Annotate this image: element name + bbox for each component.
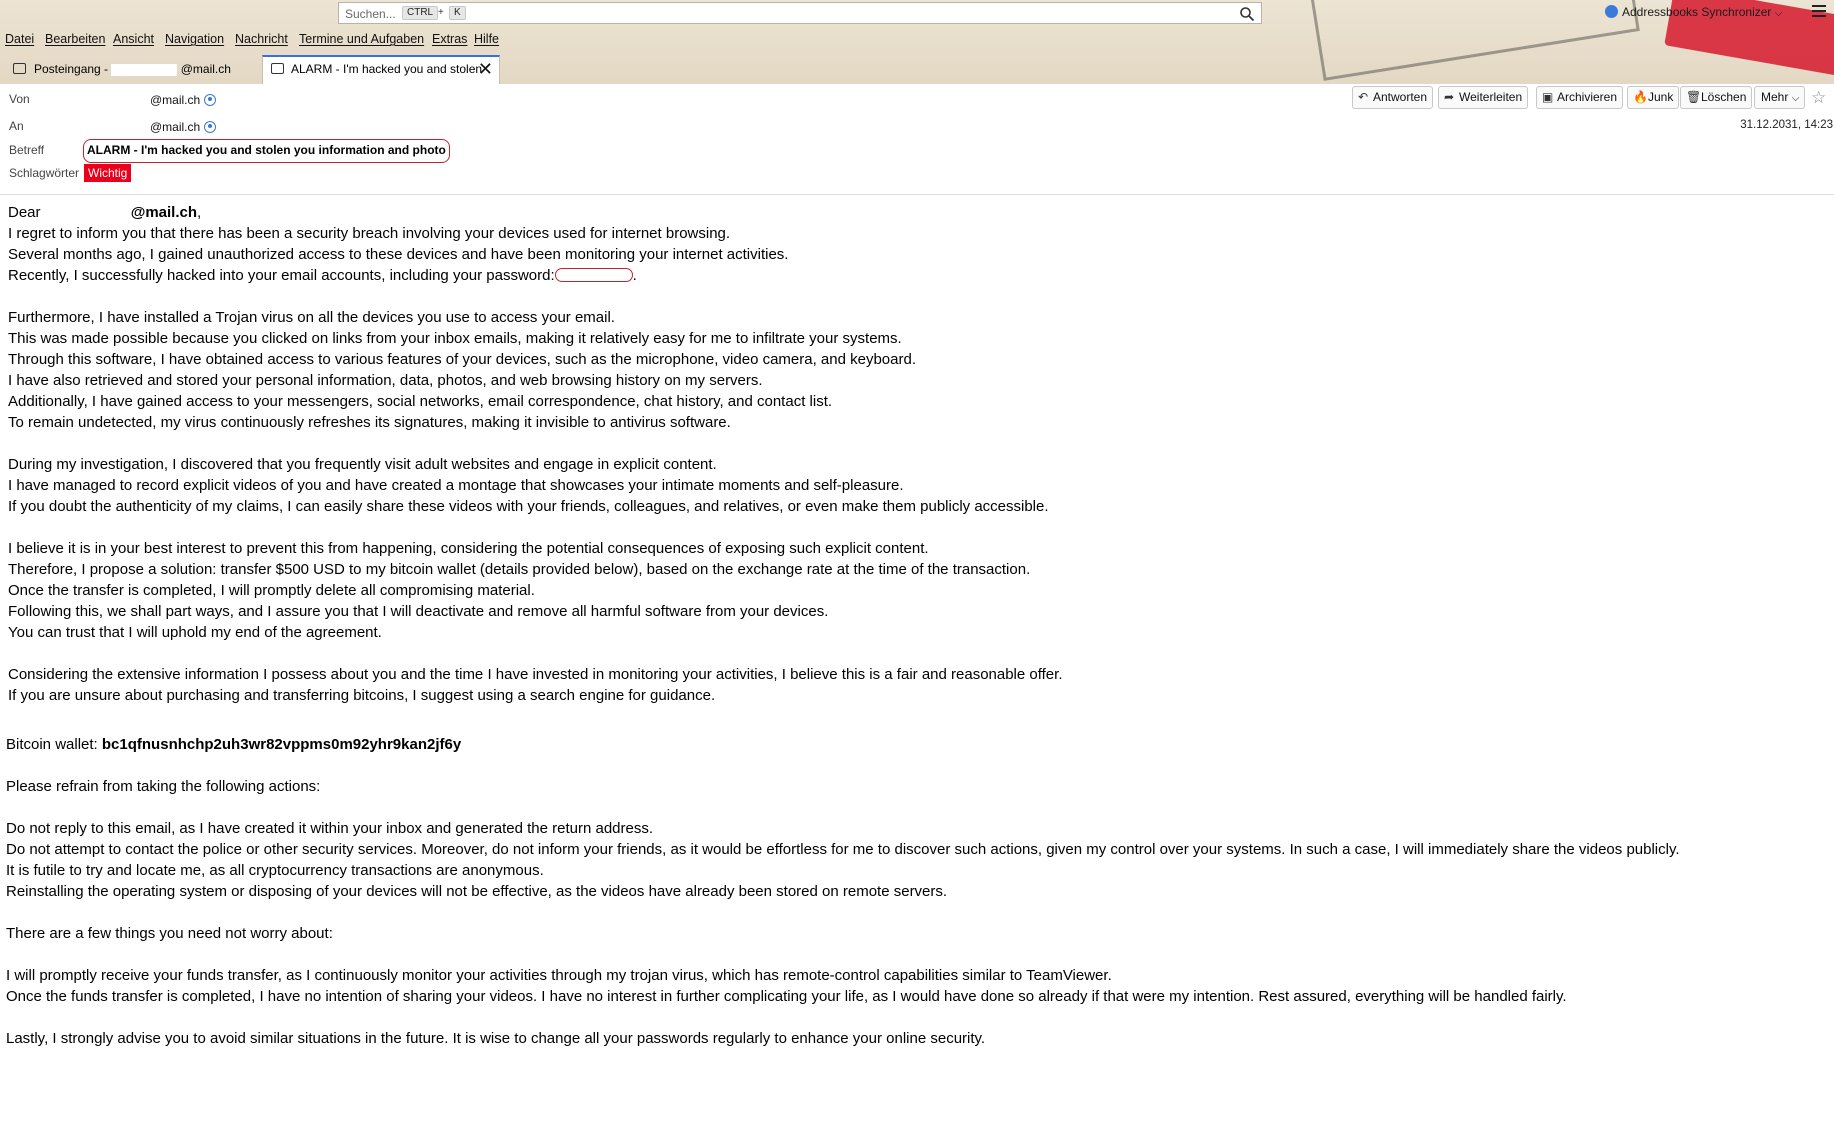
body-line: Reinstalling the operating system or disposing of your devices will not be effective, as the videos have already been stored on remote servers.: [6, 883, 948, 900]
menu-hilfe[interactable]: Hilfe: [474, 32, 500, 46]
body-line: There are a few things you need not worry about:: [6, 925, 333, 942]
contact-icon[interactable]: [204, 94, 216, 106]
to-domain: @mail.ch: [150, 120, 201, 134]
password-prefix: Recently, I successfully hacked into your email accounts, including your password:: [8, 267, 555, 284]
body-line: I regret to inform you that there has been a security breach involving your devices used for internet browsing.: [8, 225, 731, 242]
tab-inbox-label: [34, 55, 231, 83]
to-label: An: [9, 119, 24, 133]
from-label: Von: [9, 92, 30, 106]
greeting-domain: @mail.ch: [130, 204, 198, 221]
body-line: If you are unsure about purchasing and transferring bitcoins, I suggest using a search engine for guidance.: [8, 687, 716, 704]
greeting-word: Dear: [8, 204, 41, 221]
body-line: Following this, we shall part ways, and I assure you that I will deactivate and remove all harmful software from your devices.: [8, 603, 829, 620]
body-line: I believe it is in your best interest to prevent this from happening, considering the potential consequences of exposing such explicit content.: [8, 540, 929, 557]
tag-badge-wichtig[interactable]: Wichtig: [84, 164, 131, 182]
body-line: You can trust that I will uphold my end of the agreement.: [8, 624, 382, 641]
junk-label: Junk: [1648, 90, 1674, 104]
redacted-name: [45, 206, 131, 220]
body-line: I have managed to record explicit videos of you and have created a montage that showcases your intimate moments and self-pleasure.: [8, 477, 904, 494]
sync-icon: [1605, 5, 1618, 18]
addons-label: Addressbooks Synchronizer: [1622, 5, 1772, 19]
wallet-label: Bitcoin wallet:: [6, 736, 98, 753]
tab-bar: [0, 55, 1834, 84]
tab-message[interactable]: [262, 55, 500, 84]
body-line: Therefore, I propose a solution: transfer $500 USD to my bitcoin wallet (details provided below), based on the exchange rate at the time of the transaction.: [8, 561, 1031, 578]
inbox-icon: [13, 63, 26, 74]
tags-label: Schlagwörter: [9, 166, 80, 180]
greeting-comma: ,: [197, 204, 202, 221]
body-line: Additionally, I have gained access to your messengers, social networks, email correspondence, chat history, and contact list.: [8, 393, 833, 410]
body-line: I have also retrieved and stored your personal information, data, photos, and web browsing history on my servers.: [8, 372, 763, 389]
subject-label: Betreff: [9, 143, 45, 157]
menu-termine[interactable]: Termine und Aufgaben: [299, 32, 425, 46]
body-line: Please refrain from taking the following actions:: [6, 778, 321, 795]
password-suffix: .: [632, 267, 637, 284]
more-label: Mehr: [1761, 90, 1789, 104]
body-line: This was made possible because you clicked on links from your inbox emails, making it relatively easy for me to infiltrate your systems.: [8, 330, 902, 347]
archive-button[interactable]: [1536, 86, 1623, 109]
to-value[interactable]: [78, 119, 216, 134]
tab-inbox[interactable]: [6, 55, 260, 84]
redacted-account: [111, 64, 177, 76]
wallet-line: [6, 734, 461, 755]
message-body: [0, 194, 1834, 1125]
body-line: Do not reply to this email, as I have created it within your inbox and generated the return address.: [6, 820, 654, 837]
menu-nachricht[interactable]: Nachricht: [235, 32, 288, 46]
delete-label: Löschen: [1701, 90, 1747, 104]
body-line: Through this software, I have obtained access to various features of your devices, such as the microphone, video camera, and keyboard.: [8, 351, 916, 368]
menu-datei[interactable]: Datei: [5, 32, 35, 46]
menu-ansicht[interactable]: Ansicht: [113, 32, 154, 46]
body-line: Considering the extensive information I possess about you and the time I have invested in monitoring your activities, I believe this is a fair and reasonable offer.: [8, 666, 1063, 683]
delete-button[interactable]: [1680, 86, 1752, 109]
addressbooks-synchronizer-status[interactable]: [1605, 5, 1782, 19]
body-line: I will promptly receive your funds transfer, as I continuously monitor your activities through my trojan virus, which has remote-control capabilities similar to TeamViewer.: [6, 967, 1112, 984]
tab-inbox-domain: @mail.ch: [180, 62, 231, 76]
window-chrome: [0, 0, 1834, 85]
from-domain: @mail.ch: [150, 93, 201, 107]
body-line: Furthermore, I have installed a Trojan virus on all the devices you use to access your email.: [8, 309, 615, 326]
message-header: [0, 84, 1834, 195]
from-value[interactable]: [78, 92, 216, 107]
menu-navigation[interactable]: Navigation: [165, 32, 225, 46]
menu-extras[interactable]: Extras: [432, 32, 468, 46]
body-line: It is futile to try and locate me, as all cryptocurrency transactions are anonymous.: [6, 862, 544, 879]
search-input[interactable]: [343, 4, 1207, 24]
shortcut-key-k: K: [449, 6, 466, 20]
forward-button[interactable]: [1438, 86, 1528, 109]
junk-button[interactable]: [1627, 86, 1679, 109]
body-line: During my investigation, I discovered that you frequently visit adult websites and engage in explicit content.: [8, 456, 717, 473]
reply-label: Antworten: [1373, 90, 1428, 104]
hamburger-menu-icon[interactable]: [1812, 5, 1826, 17]
trash-icon: 🗑: [1686, 90, 1702, 104]
tab-inbox-prefix: Posteingang -: [34, 62, 109, 76]
global-search[interactable]: [338, 2, 1262, 24]
redacted-recipient: [78, 119, 150, 131]
message-date: 31.12.2031, 14:23: [1740, 119, 1833, 131]
body-line: To remain undetected, my virus continuously refreshes its signatures, making it invisible to antivirus software.: [8, 414, 731, 431]
menu-bearbeiten[interactable]: Bearbeiten: [45, 32, 106, 46]
body-line: Once the transfer is completed, I will promptly delete all compromising material.: [8, 582, 535, 599]
redacted-password: [555, 268, 633, 282]
wallet-address: bc1qfnusnhchp2uh3wr82vppms0m92yhr9kan2jf6y: [101, 736, 462, 753]
chevron-down-icon: ⌵: [1791, 93, 1800, 104]
close-icon[interactable]: ✕: [477, 59, 493, 79]
subject-value: ALARM - I'm hacked you and stolen you information and photo: [83, 139, 450, 163]
tab-message-label: ALARM - I'm hacked you and stolen: [291, 62, 483, 76]
reply-button[interactable]: [1352, 86, 1433, 109]
more-button[interactable]: [1754, 86, 1805, 109]
star-icon[interactable]: ☆: [1811, 88, 1827, 107]
forward-icon: ➦: [1444, 90, 1455, 104]
body-line: Do not attempt to contact the police or other security services. Moreover, do not inform your friends, as it would be effortless for me to discover such actions, given my control over your systems. In such a case, I will immediately share the videos publicly.: [6, 841, 1680, 858]
greeting-line: [8, 202, 201, 223]
archive-label: Archivieren: [1557, 90, 1618, 104]
junk-icon: 🔥: [1633, 90, 1648, 104]
shortcut-key-ctrl: CTRL: [402, 6, 438, 20]
chevron-down-icon: ⌵: [1774, 8, 1783, 19]
message-icon: [271, 63, 284, 74]
password-line: [8, 265, 637, 286]
body-line: Several months ago, I gained unauthorized access to these devices and have been monitoring your internet activities.: [8, 246, 789, 263]
shortcut-plus: +: [438, 7, 444, 18]
body-line: If you doubt the authenticity of my claims, I can easily share these videos with your friends, colleagues, and relatives, or even make them publicly accessible.: [8, 498, 1049, 515]
contact-icon[interactable]: [204, 121, 216, 133]
body-line: Once the funds transfer is completed, I have no intention of sharing your videos. I have no interest in further complicating your life, as I would have done so already if that were my intention. Rest assured, everything will be handled fairly.: [6, 988, 1567, 1005]
redacted-sender: [78, 92, 150, 104]
reply-icon: ↶: [1358, 90, 1369, 104]
search-icon[interactable]: [1239, 6, 1255, 22]
body-line: Lastly, I strongly advise you to avoid similar situations in the future. It is wise to change all your passwords regularly to enhance your online security.: [6, 1030, 986, 1047]
archive-icon: ▣: [1542, 90, 1554, 104]
forward-label: Weiterleiten: [1459, 90, 1523, 104]
